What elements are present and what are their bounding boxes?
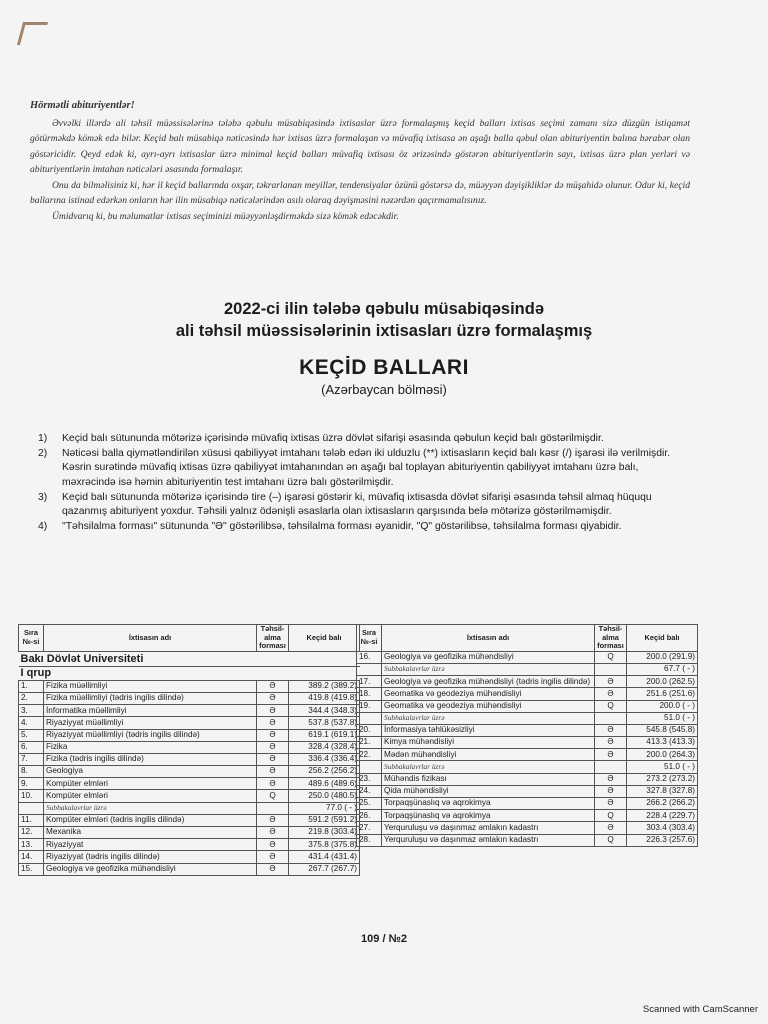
title-line-1: 2022-ci ilin tələbə qəbulu müsabiqəsində	[223, 300, 544, 318]
university-row	[19, 651, 360, 666]
study-form: Ə	[595, 785, 627, 797]
row-number: 24.	[357, 785, 382, 797]
table-row	[19, 863, 360, 875]
subbachelor-row	[357, 761, 698, 773]
study-form	[257, 802, 289, 814]
row-number: 21.	[357, 737, 382, 749]
row-number: 27.	[357, 822, 382, 834]
passing-score: 51.0 ( - )	[627, 761, 698, 773]
passing-score: 344.4 (348.3)	[289, 705, 360, 717]
study-form: Ə	[595, 822, 627, 834]
table-row	[357, 810, 698, 822]
specialty-name: Subbakalavrlar üzrə	[44, 802, 257, 814]
row-number: 22.	[357, 749, 382, 761]
study-form: Ə	[595, 773, 627, 785]
header-score: Keçid balı	[627, 625, 698, 652]
row-number: 13.	[19, 839, 44, 851]
passing-score: 419.8 (419.8)	[289, 692, 360, 704]
note-text: Keçid balı sütununda mötərizə içərisində müvafiq ixtisas üzrə dövlət sifarişi əsasında qəbulun keçid balı göstərilmişdir.	[62, 433, 604, 444]
left-scores-table	[18, 624, 360, 876]
table-row	[357, 785, 698, 797]
specialty-name: Subbakalavrlar üzrə	[382, 761, 595, 773]
study-form: Ə	[257, 827, 289, 839]
table-row	[19, 851, 360, 863]
intro-paragraph: Onu da bilməlisiniz ki, hər il keçid ballarında oxşar, təkrarlanan meyillər, tendensiyalar özünü göstərsə də, müəyyən dəyişikliklər də müşahidə olunur. Odur ki, keçid ballarına istinad edərkən onların hər ilin müsabiqə nəticələrindən asılı olaraq dəyişməsini nəzərdən qaçırmamalısınız.	[30, 179, 690, 206]
study-form: Ə	[257, 692, 289, 704]
specialty-name: Torpaqşünaslıq və aqrokimya	[382, 810, 595, 822]
passing-score: 77.0 ( - )	[289, 802, 360, 814]
header-no: Sıra №-si	[357, 625, 382, 652]
specialty-name: Mədən mühəndisliyi	[382, 749, 595, 761]
specialty-name: Yerquruluşu və daşınmaz əmlakın kadastrı	[382, 834, 595, 846]
study-form: Ə	[595, 749, 627, 761]
subbachelor-row	[357, 712, 698, 724]
passing-score: 273.2 (273.2)	[627, 773, 698, 785]
study-form: Ə	[595, 737, 627, 749]
table-row	[19, 680, 360, 692]
table-row	[357, 773, 698, 785]
row-number: 8.	[19, 766, 44, 778]
study-form: Ə	[257, 839, 289, 851]
passing-score: 266.2 (266.2)	[627, 798, 698, 810]
passing-score: 389.2 (389.2)	[289, 680, 360, 692]
table-row	[19, 778, 360, 790]
row-number: 12.	[19, 827, 44, 839]
row-number: 9.	[19, 778, 44, 790]
passing-score: 413.3 (413.3)	[627, 737, 698, 749]
study-form: Ə	[257, 778, 289, 790]
study-form	[595, 712, 627, 724]
study-form	[595, 663, 627, 675]
table-row	[19, 692, 360, 704]
study-form: Ə	[257, 851, 289, 863]
passing-score: 200.0 (264.3)	[627, 749, 698, 761]
table-row	[357, 700, 698, 712]
study-form: Ə	[257, 766, 289, 778]
header-name: İxtisasın adı	[44, 625, 257, 652]
specialty-name: Kimya mühəndisliyi	[382, 737, 595, 749]
passing-score: 375.8 (375.8)	[289, 839, 360, 851]
group-name: I qrup	[19, 666, 360, 680]
study-form: Q	[257, 790, 289, 802]
table-row	[357, 737, 698, 749]
note-number: 1)	[38, 433, 48, 444]
header-form: Təhsil-alma forması	[257, 625, 289, 652]
university-name: Bakı Dövlət Universiteti	[19, 651, 360, 666]
specialty-name: Qida mühəndisliyi	[382, 785, 595, 797]
table-row	[19, 839, 360, 851]
table-row	[19, 827, 360, 839]
table-row	[357, 688, 698, 700]
passing-score: 591.2 (591.2)	[289, 814, 360, 826]
passing-score: 51.0 ( - )	[627, 712, 698, 724]
note-text: Nəticəsi balla qiymətləndirilən xüsusi qabiliyyət imtahanı tələb edən iki ulduzlu (**) ixtisasların keçid balı kəsr (/) işarəsi ilə verilmişdir. Kəsrin surətində müvafiq ixtisas üzrə qabiliyyət imtahanından ən aşağı bal toplayan abituriyentin qabiliyyət imtahanı üzrə balı, məxrəcində isə həmin abituriyentin test imtahanı üzrə balı göstərilmişdir.	[62, 448, 671, 488]
row-number	[357, 663, 382, 675]
table-row	[19, 717, 360, 729]
header-form: Təhsil-alma forması	[595, 625, 627, 652]
row-number: 6.	[19, 741, 44, 753]
study-form: Ə	[257, 753, 289, 765]
study-form: Ə	[257, 741, 289, 753]
specialty-name: Kompüter elmləri	[44, 790, 257, 802]
row-number: 18.	[357, 688, 382, 700]
note-number: 2)	[38, 448, 48, 460]
table-row	[357, 834, 698, 846]
study-form: Q	[595, 810, 627, 822]
intro-paragraph: Ümidvarıq ki, bu məlumatlar ixtisas seçiminizi müəyyənləşdirməkdə sizə kömək edəcəkdir.	[52, 210, 399, 222]
passing-score: 200.0 ( - )	[627, 700, 698, 712]
row-number: 1.	[19, 680, 44, 692]
table-row	[19, 729, 360, 741]
passing-score: 256.2 (256.2)	[289, 766, 360, 778]
table-row	[357, 749, 698, 761]
row-number: 4.	[19, 717, 44, 729]
passing-score: 67.7 ( - )	[627, 663, 698, 675]
row-number	[357, 712, 382, 724]
row-number: 16.	[357, 651, 382, 663]
row-number: 3.	[19, 705, 44, 717]
note-text: "Təhsilalma forması" sütununda "Ə" göstərilibsə, təhsilalma forması əyanidir, "Q" göstərilibsə, təhsilalma forması qiyabidir.	[62, 521, 622, 533]
row-number: 5.	[19, 729, 44, 741]
specialty-name: Geologiya və geofizika mühəndisliyi	[44, 863, 257, 875]
specialty-name: İnformasiya təhlükəsizliyi	[382, 724, 595, 736]
passing-score: 250.0 (480.5)	[289, 790, 360, 802]
passing-score: 228.4 (229.7)	[627, 810, 698, 822]
header-name: İxtisasın adı	[382, 625, 595, 652]
note-item	[38, 520, 688, 534]
specialty-name: Geomatika və geodeziya mühəndisliyi	[382, 700, 595, 712]
row-number: 20.	[357, 724, 382, 736]
table-row	[19, 766, 360, 778]
note-item	[38, 491, 688, 519]
note-number: 3)	[38, 491, 48, 503]
intro-heading: Hörmətli abituriyentlər!	[30, 100, 135, 111]
note-item	[38, 447, 688, 490]
specialty-name: Kompüter elmləri (tədris ingilis dilində)	[44, 814, 257, 826]
note-number: 4)	[38, 521, 48, 533]
passing-score: 327.8 (327.8)	[627, 785, 698, 797]
study-form: Ə	[595, 688, 627, 700]
passing-score: 303.4 (303.4)	[627, 822, 698, 834]
row-number: 26.	[357, 810, 382, 822]
page-title: KEÇİD BALLARI	[299, 356, 469, 379]
specialty-name: Kompüter elmləri	[44, 778, 257, 790]
passing-score: 328.4 (328.4)	[289, 741, 360, 753]
passing-score: 545.8 (545.8)	[627, 724, 698, 736]
subbachelor-row	[357, 663, 698, 675]
passing-score: 431.4 (431.4)	[289, 851, 360, 863]
page-number: 109 / №2	[361, 933, 407, 945]
passing-score: 200.0 (291.9)	[627, 651, 698, 663]
row-number: 2.	[19, 692, 44, 704]
note-text: Keçid balı sütununda mötərizə içərisində tire (–) işarəsi göstərir ki, müvafiq ixtisasda dövlət sifarişi əsasında təhsil almaq hüququ qazanmış abituriyent yoxdur. Təhsili yalnız ödənişli əsaslarla olan ixtisasların qarşısında belə mötərizə göstərilməmişdir.	[62, 491, 652, 518]
study-form: Q	[595, 834, 627, 846]
study-form: Ə	[257, 814, 289, 826]
passing-score: 219.8 (303.4)	[289, 827, 360, 839]
study-form: Ə	[257, 680, 289, 692]
corner-mark	[17, 22, 48, 45]
passing-score: 200.0 (262.5)	[627, 676, 698, 688]
row-number: 14.	[19, 851, 44, 863]
passing-score: 336.4 (336.4)	[289, 753, 360, 765]
specialty-name: Fizika müəllimliyi (tədris ingilis dilində)	[44, 692, 257, 704]
table-row	[19, 790, 360, 802]
header-no: Sıra №-si	[19, 625, 44, 652]
specialty-name: Subbakalavrlar üzrə	[382, 663, 595, 675]
scanner-watermark: Scanned with CamScanner	[642, 1004, 758, 1015]
study-form	[595, 761, 627, 773]
specialty-name: Geologiya	[44, 766, 257, 778]
specialty-name: Riyaziyyat müəllimliyi (tədris ingilis dilində)	[44, 729, 257, 741]
row-number: 28.	[357, 834, 382, 846]
study-form: Ə	[257, 729, 289, 741]
specialty-name: Mexanika	[44, 827, 257, 839]
note-item	[38, 432, 688, 446]
intro-paragraph: Əvvəlki illərdə ali təhsil müəssisələrinə tələbə qəbulu müsabiqəsində ixtisaslar üzrə formalaşmış keçid balları ixtisas seçimi zamanı sizə düzgün istiqamət götürməkdə kömək edə bilər. Keçid balı müsabiqə nəticəsində hər ixtisas üzrə formalaşan və müvafiq ixtisasa ən aşağı balla qəbul olan abituriyentin balına bərabər olan göstəricidir. Qeyd edək ki, ayrı-ayrı ixtisaslar üzrə minimal keçid balları müvafiq ixtisası öz ərizəsində göstərən abituriyentlərin sayı, ixtisas üzrə plan yerləri və abituriyentlərin imtahan nəticələri əsasında formalaşır.	[30, 117, 690, 175]
notes-list	[38, 432, 688, 535]
specialty-name: Fizika	[44, 741, 257, 753]
specialty-name: Geomatika və geodeziya mühəndisliyi	[382, 688, 595, 700]
specialty-name: Geologiya və geofizika mühəndisliyi (tədris ingilis dilində)	[382, 676, 595, 688]
specialty-name: Subbakalavrlar üzrə	[382, 712, 595, 724]
table-header-row	[357, 625, 698, 652]
specialty-name: Yerquruluşu və daşınmaz əmlakın kadastrı	[382, 822, 595, 834]
row-number: 7.	[19, 753, 44, 765]
table-row	[357, 724, 698, 736]
table-row	[19, 741, 360, 753]
table-row	[357, 798, 698, 810]
table-row	[19, 753, 360, 765]
passing-score: 251.6 (251.6)	[627, 688, 698, 700]
table-row	[357, 676, 698, 688]
study-form: Q	[595, 651, 627, 663]
specialty-name: İnformatika müəllimliyi	[44, 705, 257, 717]
study-form: Ə	[257, 705, 289, 717]
specialty-name: Riyaziyyat	[44, 839, 257, 851]
row-number: 19.	[357, 700, 382, 712]
study-form: Ə	[595, 798, 627, 810]
table-row	[357, 822, 698, 834]
row-number: 15.	[19, 863, 44, 875]
header-score: Keçid balı	[289, 625, 360, 652]
study-form: Q	[595, 700, 627, 712]
table-header-row	[19, 625, 360, 652]
specialty-name: Fizika (tədris ingilis dilində)	[44, 753, 257, 765]
intro-section	[30, 98, 690, 224]
subbachelor-row	[19, 802, 360, 814]
title-block	[0, 298, 768, 397]
row-number	[357, 761, 382, 773]
passing-score: 489.6 (489.6)	[289, 778, 360, 790]
right-scores-table	[356, 624, 698, 847]
study-form: Ə	[257, 717, 289, 729]
specialty-name: Torpaqşünaslıq və aqrokimya	[382, 798, 595, 810]
study-form: Ə	[595, 676, 627, 688]
passing-score: 537.8 (537.8)	[289, 717, 360, 729]
row-number: 25.	[357, 798, 382, 810]
row-number	[19, 802, 44, 814]
specialty-name: Fizika müəllimliyi	[44, 680, 257, 692]
group-row	[19, 666, 360, 680]
row-number: 23.	[357, 773, 382, 785]
passing-score: 226.3 (257.6)	[627, 834, 698, 846]
specialty-name: Mühəndis fizikası	[382, 773, 595, 785]
specialty-name: Riyaziyyat (tədris ingilis dilində)	[44, 851, 257, 863]
specialty-name: Geologiya və geofizika mühəndisliyi	[382, 651, 595, 663]
table-row	[357, 651, 698, 663]
table-row	[19, 705, 360, 717]
passing-score: 267.7 (267.7)	[289, 863, 360, 875]
title-line-2: ali təhsil müəssisələrinin ixtisasları üzrə formalaşmış	[175, 322, 593, 340]
row-number: 11.	[19, 814, 44, 826]
row-number: 17.	[357, 676, 382, 688]
page-subtitle: (Azərbaycan bölməsi)	[321, 382, 447, 397]
table-row	[19, 814, 360, 826]
passing-score: 619.1 (619.1)	[289, 729, 360, 741]
specialty-name: Riyaziyyat müəllimliyi	[44, 717, 257, 729]
study-form: Ə	[257, 863, 289, 875]
study-form: Ə	[595, 724, 627, 736]
row-number: 10.	[19, 790, 44, 802]
